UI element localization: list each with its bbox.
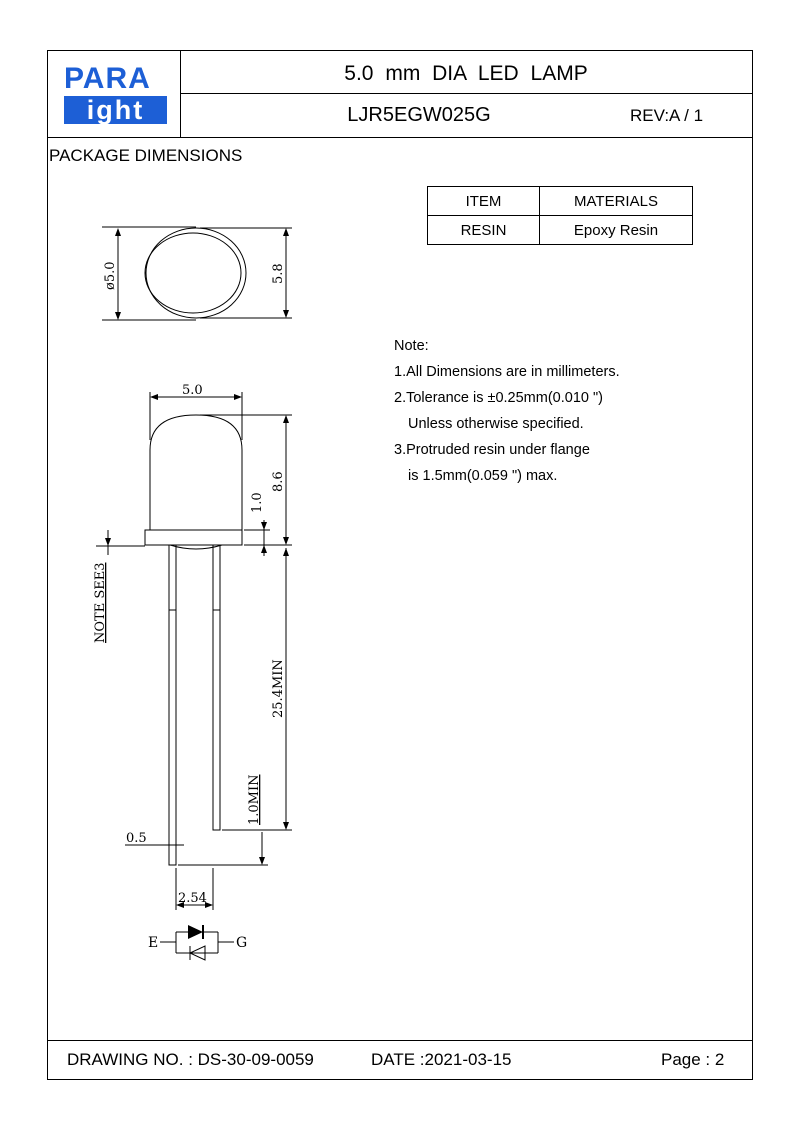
revision: REV:A / 1: [630, 106, 704, 125]
top-view-outer: [146, 228, 246, 318]
logo-top-text: PARA: [64, 62, 151, 95]
table-cell: RESIN: [428, 216, 540, 245]
notes-heading: Note:: [394, 338, 429, 354]
note-item: 1.All Dimensions are in millimeters.: [394, 364, 620, 380]
dim-lead-width: 0.5: [126, 831, 147, 846]
document-title: 5.0 mm DIA LED LAMP: [344, 62, 588, 85]
dim-total-height: 8.6: [271, 471, 286, 492]
symbol-label-g: G: [236, 935, 248, 951]
footer-page: Page : 2: [661, 1050, 725, 1069]
dim-lead-gap: 1.0MIN: [247, 774, 262, 825]
led-symbol: [148, 925, 247, 960]
note-item: Unless otherwise specified.: [408, 416, 584, 432]
dim-pitch: 2.54: [178, 891, 207, 906]
symbol-label-e: E: [148, 935, 159, 951]
table-cell: Epoxy Resin: [540, 216, 693, 245]
note-item: 2.Tolerance is ±0.25mm(0.010 "): [394, 390, 603, 406]
lead-left: [169, 545, 176, 865]
lamp-flange: [145, 530, 242, 545]
dim-flange: 1.0: [250, 492, 265, 513]
footer-drawing-number: DRAWING NO. : DS-30-09-0059: [67, 1050, 314, 1069]
dim-lead-length: 25.4MIN: [271, 659, 286, 718]
dim-body-width: 5.0: [182, 383, 203, 398]
note-item: is 1.5mm(0.059 ") max.: [408, 468, 558, 484]
part-number: LJR5EGW025G: [347, 104, 491, 126]
table-header-cell: ITEM: [428, 187, 540, 216]
dim-top-height: 5.8: [271, 263, 286, 284]
note-item: 3.Protruded resin under flange: [394, 442, 590, 458]
lead-right: [213, 545, 220, 830]
logo-bottom-text: ight: [64, 96, 167, 124]
top-view-inner: [145, 233, 241, 313]
table-header-cell: MATERIALS: [540, 187, 693, 216]
lamp-dome: [150, 415, 242, 530]
dim-note-see3: NOTE SEE3: [93, 562, 108, 643]
dim-top-diameter: ø5.0: [103, 261, 118, 290]
footer-date: DATE :2021-03-15: [371, 1050, 512, 1069]
section-title: PACKAGE DIMENSIONS: [49, 146, 243, 165]
